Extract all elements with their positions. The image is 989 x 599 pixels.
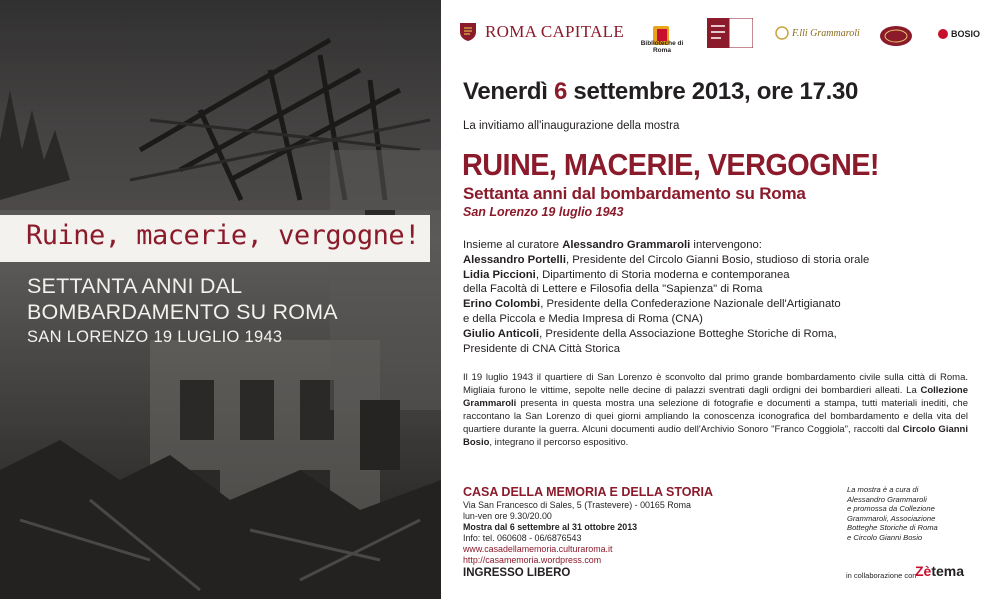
casa-memoria-logo <box>707 18 753 48</box>
venue-details <box>463 500 691 565</box>
speaker-2 <box>463 268 869 283</box>
speakers-list <box>463 238 869 356</box>
date-prefix: Venerdì <box>463 78 548 105</box>
circolo-bosio-logo <box>937 28 980 40</box>
description-part-3: , integrano il percorso espositivo. <box>489 437 629 449</box>
photo-title: Ruine, macerie, vergogne! <box>26 220 420 251</box>
curatorship-note <box>847 485 938 543</box>
venue-hours: lun-ven ore 9.30/20.00 <box>463 510 552 521</box>
exhibition-subtitle: Settanta anni dal bombardamento su Roma <box>463 184 806 203</box>
speaker-3 <box>463 297 869 312</box>
speaker-3-role-cont: e della Piccola e Media Impresa di Roma (CNA) <box>463 312 703 325</box>
description-bold-1: Collezione Grammaroli <box>463 385 968 410</box>
venue-dates-text: Mostra dal 6 settembre al 31 ottobre 2013 <box>463 521 638 532</box>
speaker-2-name: Lidia Piccioni <box>463 268 536 281</box>
speakers-intro-a: Insieme al curatore <box>463 239 563 251</box>
speaker-3-role: , Presidente della Confederazione Nazionale dell'Artigianato <box>540 298 841 311</box>
venue-info: Info: tel. 060608 - 06/6876543 <box>463 532 582 543</box>
date-suffix: settembre 2013, ore 17.30 <box>573 78 859 105</box>
speakers-intro-b: intervengono: <box>690 239 762 251</box>
botteghe-storiche-logo <box>879 25 913 47</box>
speaker-1-name: Alessandro Portelli <box>463 253 566 266</box>
casa-memoria-icon <box>707 18 753 48</box>
invitation-text-panel <box>441 0 989 599</box>
grammaroli-text: F.lli Grammaroli <box>792 27 860 39</box>
zetema-logo-z: Zè <box>915 563 932 579</box>
roma-crest-icon <box>459 22 477 42</box>
curatorship-line-2: Alessandro Grammaroli <box>847 494 927 504</box>
speaker-3-name: Erino Colombi <box>463 298 541 311</box>
biblioteche-text: Biblioteche di Roma <box>640 40 684 54</box>
speaker-4 <box>463 327 869 342</box>
ruins-photo-panel <box>0 0 441 599</box>
speaker-4-role: , Presidente della Associazione Botteghe Storiche di Roma, <box>539 327 837 340</box>
venue-address: Via San Francesco di Sales, 5 (Trastevere) - 00165 Roma <box>463 500 691 510</box>
circolo-bosio-icon <box>937 28 951 40</box>
exhibition-place-date: San Lorenzo 19 luglio 1943 <box>463 205 624 219</box>
speakers-intro <box>463 238 869 253</box>
description-part-1: Il 19 luglio 1943 il quartiere di San Lorenzo è sconvolto dal primo grande bombardamento civile sulla città di Roma. Migliaia furono le vittime, sepolte nelle decine di palazzi sventrati dagli ordigni dei bombardieri alleati. La <box>463 372 968 397</box>
sponsor-logos <box>459 18 979 54</box>
speaker-1-role: , Presidente del Circolo Gianni Bosio, studioso di storia orale <box>565 253 870 266</box>
roma-capitale-logo <box>459 22 624 42</box>
grammaroli-seal-icon <box>775 26 789 40</box>
curatorship-line-4: Grammaroli, Associazione <box>847 513 936 523</box>
curatorship-line-5: Botteghe Storiche di Roma <box>847 523 938 533</box>
bosio-text: BOSIO <box>951 29 981 39</box>
description-part-2: presenta in questa mostra una selezione di fotografie e documenti a stampa, tutti materiali inediti, che raccontano la San Lorenzo di quei giorni ampliando la conoscenza iconografica del bombardamento e della vita del quartiere durante la guerra. Alcuni documenti audio dell'Archivio Sonoro "Franco Coggiola", raccolti dal <box>463 398 968 436</box>
zetema-logo <box>915 563 964 579</box>
curatorship-line-3: e promossa da Collezione <box>847 504 935 514</box>
grammaroli-logo <box>775 26 860 40</box>
curatorship-line-6: e Circolo Gianni Bosio <box>847 532 923 542</box>
free-entry-label: INGRESSO LIBERO <box>463 567 571 579</box>
botteghe-storiche-icon <box>879 25 913 47</box>
speaker-1 <box>463 253 869 268</box>
venue-dates <box>463 522 691 533</box>
curator-name: Alessandro Grammaroli <box>562 239 691 251</box>
event-date <box>463 78 858 106</box>
speaker-4-name: Giulio Anticoli <box>463 327 540 340</box>
photo-subtitle-line3: SAN LORENZO 19 LUGLIO 1943 <box>27 328 283 346</box>
exhibition-description <box>463 371 968 450</box>
speaker-4-role-cont: Presidente di CNA Città Storica <box>463 342 620 355</box>
venue-blog-link[interactable]: http://casamemoria.wordpress.com <box>463 554 602 565</box>
speaker-2-role-cont: della Facoltà di Lettere e Filosofia della "Sapienza" di Roma <box>463 283 763 296</box>
zetema-logo-rest: tema <box>931 563 965 579</box>
description-bold-2: Circolo Gianni Bosio <box>463 424 968 449</box>
exhibition-title: RUINE, MACERIE, VERGOGNE! <box>462 147 879 182</box>
photo-subtitle-line2: BOMBARDAMENTO SU ROMA <box>27 300 338 324</box>
biblioteche-logo <box>639 18 685 54</box>
speaker-2-role: , Dipartimento di Storia moderna e contemporanea <box>535 268 790 281</box>
curatorship-line-1: La mostra è a cura di <box>847 485 919 494</box>
date-day: 6 <box>553 78 568 105</box>
roma-capitale-text: ROMA CAPITALE <box>485 22 625 41</box>
photo-subtitle-line1: SETTANTA ANNI DAL <box>27 274 243 298</box>
invitation-intro: La invitiamo all'inaugurazione della mostra <box>463 120 680 132</box>
collaboration-label: in collaborazione con <box>846 571 917 580</box>
venue-website-link[interactable]: www.casadellamemoria.culturaroma.it <box>463 543 613 554</box>
venue-title: CASA DELLA MEMORIA E DELLA STORIA <box>463 485 713 499</box>
